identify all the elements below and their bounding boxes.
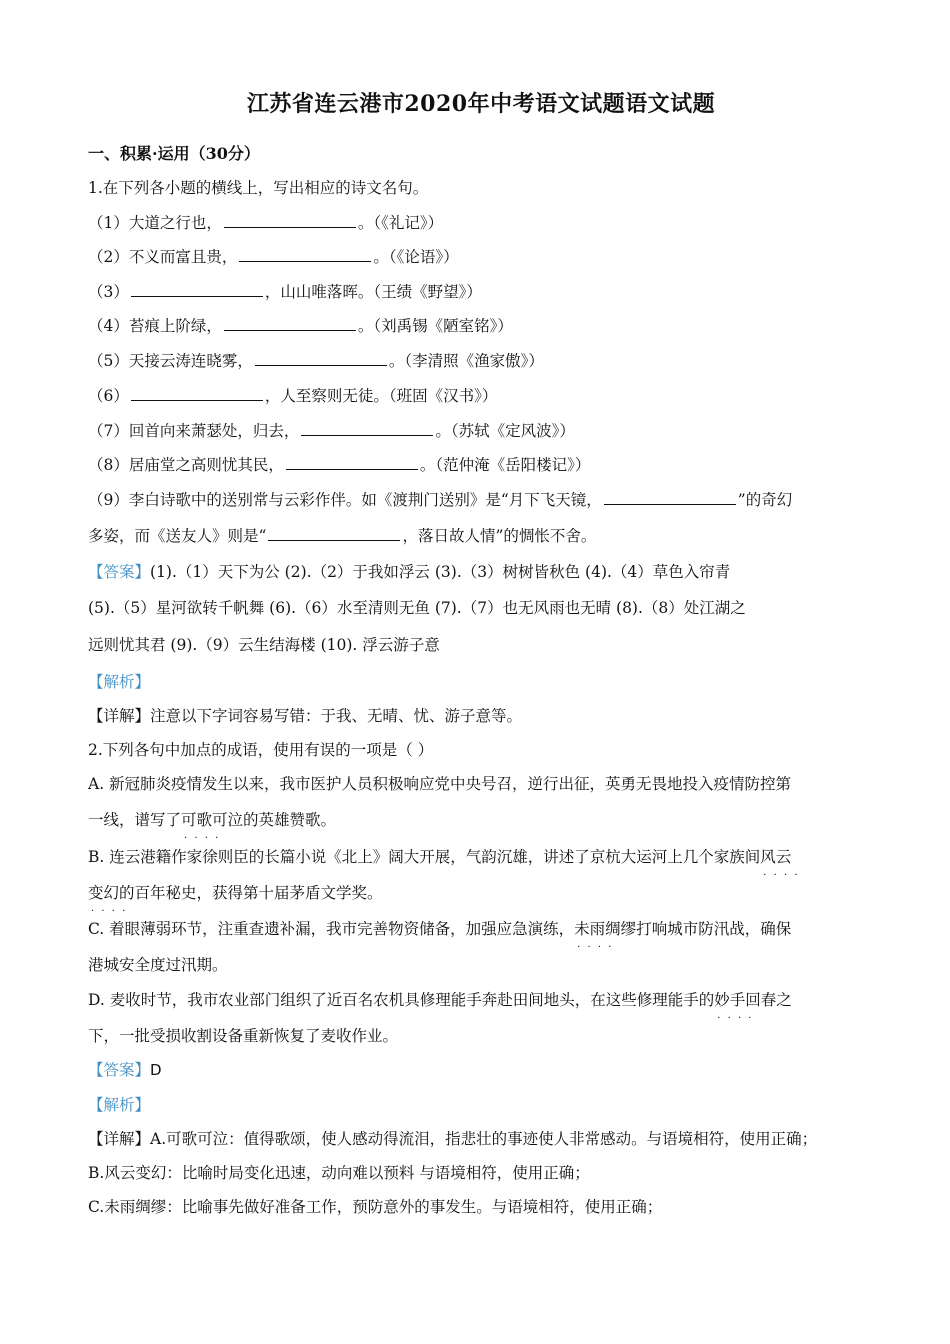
q2-detail-3: C.未雨绸缪：比喻事先做好准备工作，预防意外的事发生。与语境相符，使用正确；	[88, 1198, 663, 1216]
analysis-tag: 【解析】	[88, 1096, 151, 1114]
answer-tag: 【答案】	[88, 1061, 151, 1079]
answer-blank	[131, 385, 263, 401]
q1-item-4-post: 。（刘禹锡《陋室铭》）	[357, 317, 513, 335]
q1-item-9-post: ”的奇幻	[737, 491, 793, 509]
q1-item-8-post: 。（范仲淹《岳阳楼记》）	[419, 456, 591, 474]
q1-item-7-post: 。（苏轼《定风波》）	[435, 422, 575, 440]
q1-item-1-pre: （1）大道之行也，	[88, 214, 222, 232]
q1-answer-line1	[88, 560, 730, 584]
option-a-line1: A. 新冠肺炎疫情发生以来，我市医护人员积极响应党中央号召，逆行出征，英勇无畏地投入疫情防控第	[88, 775, 792, 793]
answer-blank	[239, 246, 371, 262]
q1-item-9-pre: （9）李白诗歌中的送别常与云彩作伴。如《渡荆门送别》是“月下飞天镜，	[88, 491, 602, 509]
option-c-pre: C. 着眼薄弱环节，注重查遗补漏，我市完善物资储备，加强应急演练，	[88, 920, 575, 938]
q1-item-5-pre: （5）天接云涛连晓雾，	[88, 352, 253, 370]
q1-item-1-post: 。（《礼记》）	[357, 214, 444, 232]
option-c-line2: 港城安全度过汛期。	[88, 956, 228, 974]
q1-item-9-line2-pre: 多姿，而《送友人》则是“	[88, 527, 267, 545]
q1-answer-line2: (5).（5）星河欲转千帆舞 (6).（6）水至清则无鱼 (7).（7）也无风雨也无晴 (8).（8）处江湖之	[88, 599, 746, 617]
answer-text: (1).（1）天下为公 (2).（2）于我如浮云 (3).（3）树树皆秋色 (4).（4）草色入帘青	[150, 563, 731, 581]
option-c-line1	[88, 917, 791, 941]
option-d-line2: 下，一批受损收割设备重新恢复了麦收作业。	[88, 1027, 399, 1045]
option-d-post: 之	[776, 991, 792, 1009]
page-title: 江苏省连云港市2020年中考语文试题语文试题	[246, 91, 716, 117]
q1-detail: 【详解】注意以下字词容易写错：于我、无晴、忧、游子意等。	[88, 707, 523, 725]
q2-detail-2: B.风云变幻：比喻时局变化迅速，动向难以预料 与语境相符，使用正确；	[88, 1164, 590, 1182]
option-c-idiom: 未雨绸缪 · · · ·	[574, 920, 636, 938]
option-b-line2	[88, 881, 383, 905]
answer-blank	[131, 281, 263, 297]
option-a-idiom: 可歌可泣 · · · ·	[181, 811, 243, 829]
answer-text: D	[150, 1061, 162, 1079]
analysis-tag: 【解析】	[88, 673, 151, 691]
q1-item-8-pre: （8）居庙堂之高则忧其民，	[88, 456, 284, 474]
option-a-pre: 一线，谱写了	[88, 811, 182, 829]
option-d-pre: D. 麦收时节，我市农业部门组织了近百名农机具修理能手奔赴田间地头，在这些修理能手的	[88, 991, 715, 1009]
q1-item-5	[88, 349, 544, 373]
q1-item-5-post: 。（李清照《渔家傲》）	[388, 352, 544, 370]
option-c-post: 打响城市防汛战，确保	[636, 920, 792, 938]
q1-item-6-post: ，人至察则无徒。（班固《汉书》）	[264, 387, 498, 405]
q1-item-3-post: ，山山唯落晖。（王绩《野望》）	[264, 283, 482, 301]
q1-item-2-post: 。（《论语》）	[373, 248, 459, 266]
q1-item-6-pre: （6）	[88, 387, 129, 405]
answer-blank	[301, 420, 433, 436]
answer-blank	[255, 350, 387, 366]
q1-answer-line3: 远则忧其君 (9).（9）云生结海楼 (10). 浮云游子意	[88, 636, 440, 654]
option-b-idiom-part1: 风云 · · · ·	[760, 848, 791, 866]
option-d-idiom: 妙手回春 · · · ·	[714, 991, 776, 1009]
answer-blank	[268, 525, 400, 541]
option-a-line2	[88, 808, 336, 832]
q1-item-2	[88, 245, 459, 269]
q1-item-7-pre: （7）回首向来萧瑟处，归去，	[88, 422, 300, 440]
q1-item-4-pre: （4）苔痕上阶绿，	[88, 317, 222, 335]
q1-item-3-pre: （3）	[88, 283, 129, 301]
option-b-line1	[88, 845, 791, 869]
answer-blank	[224, 315, 356, 331]
option-a-post: 的英雄赞歌。	[243, 811, 337, 829]
q1-item-1	[88, 211, 443, 235]
q1-item-8	[88, 453, 590, 477]
q1-item-3	[88, 280, 482, 304]
q1-item-9-line1	[88, 488, 792, 512]
q1-item-6	[88, 384, 497, 408]
q2-detail-1: 【详解】A.可歌可泣：值得歌颂，使人感动得流泪，指悲壮的事迹使人非常感动。与语境相符，使用正确；	[88, 1130, 818, 1148]
option-b-post: 的百年秘史，获得第十届茅盾文学奖。	[119, 884, 383, 902]
section-heading: 一、积累·运用（30分）	[88, 144, 260, 163]
question-2-stem: 2.下列各句中加点的成语，使用有误的一项是（ ）	[88, 741, 434, 759]
q1-item-9-line2-post: ，落日故人情”的惆怅不舍。	[402, 527, 597, 545]
q1-item-7	[88, 419, 575, 443]
answer-blank	[604, 489, 736, 505]
answer-tag: 【答案】	[88, 563, 151, 581]
q1-item-2-pre: （2）不义而富且贵，	[88, 248, 238, 266]
q2-answer	[88, 1058, 162, 1082]
q1-item-4	[88, 314, 513, 338]
question-1-stem: 1.在下列各小题的横线上，写出相应的诗文名句。	[88, 179, 429, 197]
option-d-line1	[88, 988, 792, 1012]
answer-blank	[286, 454, 418, 470]
q1-item-9-line2	[88, 524, 596, 548]
answer-blank	[224, 212, 356, 228]
option-b-idiom-part2: 变幻 · · · ·	[88, 884, 119, 902]
option-b-pre: B. 连云港籍作家徐则臣的长篇小说《北上》阔大开展，气韵沉雄，讲述了京杭大运河上几个家族间	[88, 848, 761, 866]
